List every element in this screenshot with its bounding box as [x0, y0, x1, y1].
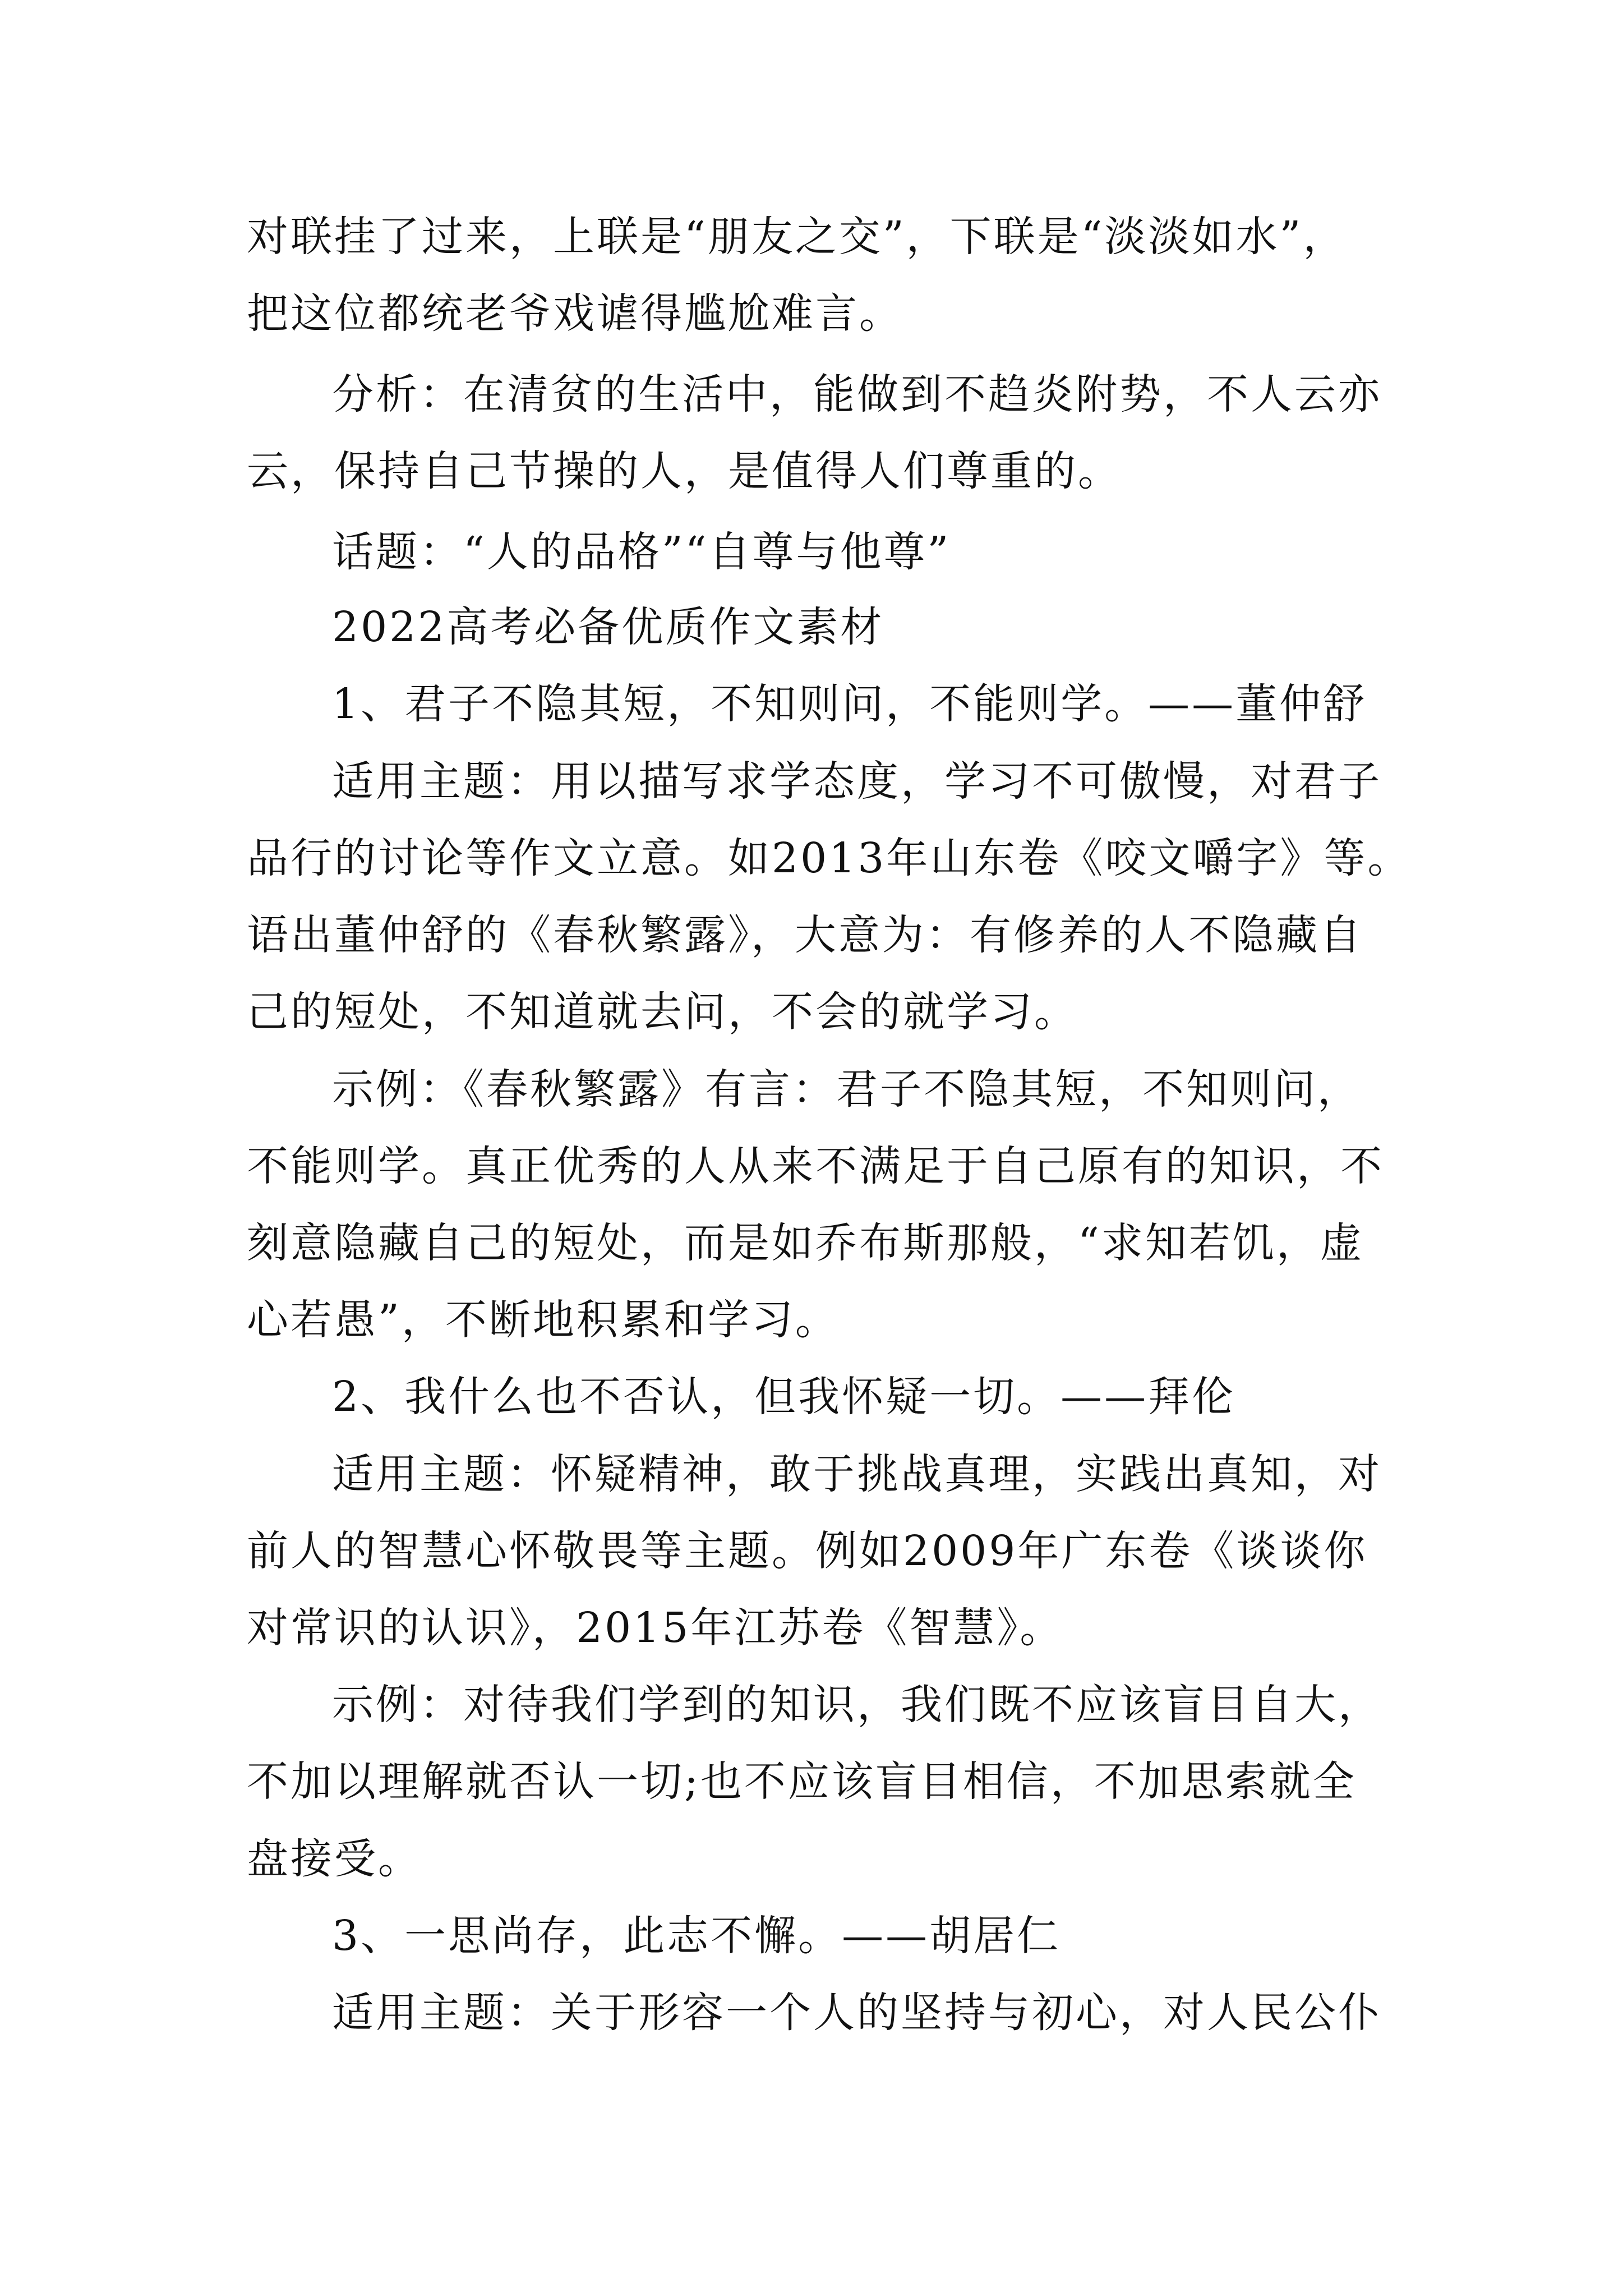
text-line: 不能则学。真正优秀的人从来不满足于自己原有的知识，不 [247, 1142, 1384, 1190]
quote-heading: 3、一思尚存，此志不懈。——胡居仁 [332, 1912, 1061, 1960]
text-line: 语出董仲舒的《春秋繁露》，大意为：有修养的人不隐藏自 [247, 911, 1363, 959]
text-line: 己的短处，不知道就去问，不会的就学习。 [247, 988, 1078, 1036]
text-line: 不加以理解就否认一切;也不应该盲目相信，不加思索就全 [247, 1757, 1357, 1806]
text-line: 品行的讨论等作文立意。如2013年山东卷《咬文嚼字》等。 [247, 834, 1412, 882]
text-line: 把这位都统老爷戏谑得尴尬难言。 [247, 289, 903, 338]
text-line: 适用主题：怀疑精神，敢于挑战真理，实践出真知，对 [332, 1450, 1382, 1498]
text-line: 盘接受。 [247, 1835, 422, 1883]
text-line: 示例：对待我们学到的知识，我们既不应该盲目自大， [332, 1681, 1382, 1729]
text-line: 对联挂了过来，上联是“朋友之交”，下联是“淡淡如水”， [247, 213, 1347, 261]
text-line: 适用主题：用以描写求学态度，学习不可傲慢，对君子 [332, 757, 1382, 806]
quote-heading: 2、我什么也不否认，但我怀疑一切。——拜伦 [332, 1373, 1236, 1421]
text-line: 适用主题：关于形容一个人的坚持与初心，对人民公仆 [332, 1989, 1382, 2037]
text-line: 云，保持自己节操的人，是值得人们尊重的。 [247, 447, 1122, 495]
text-line: 前人的智慧心怀敬畏等主题。例如2009年广东卷《谈谈你 [247, 1527, 1368, 1575]
text-line: 话题：“人的品格”“自尊与他尊” [332, 528, 951, 576]
quote-heading: 1、君子不隐其短，不知则问，不能则学。——董仲舒 [332, 680, 1367, 728]
text-line: 示例：《春秋繁露》有言：君子不隐其短，不知则问， [332, 1065, 1361, 1114]
text-line: 分析：在清贫的生活中，能做到不趋炎附势，不人云亦 [332, 370, 1382, 418]
text-line: 对常识的认识》，2015年江苏卷《智慧》。 [247, 1604, 1064, 1652]
text-line: 刻意隐藏自己的短处，而是如乔布斯那般，“求知若饥，虚 [247, 1219, 1364, 1267]
section-heading: 2022高考必备优质作文素材 [332, 603, 884, 651]
text-line: 心若愚”，不断地积累和学习。 [247, 1296, 839, 1344]
